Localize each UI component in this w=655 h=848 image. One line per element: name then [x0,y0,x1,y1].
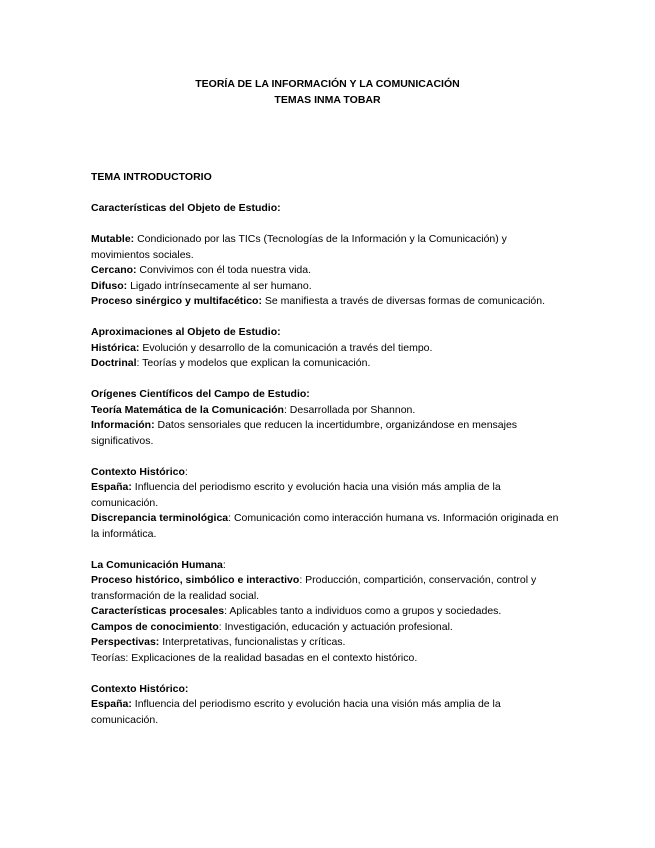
term-label: Teoría Matemática de la Comunicación [91,403,284,416]
section-heading-aproximaciones: Aproximaciones al Objeto de Estudio: [91,326,281,338]
term-text: : Desarrollada por Shannon. [283,403,416,416]
section-heading-contexto-2: Contexto Histórico: [91,682,189,695]
term-label: Campos de conocimiento [91,620,219,633]
term-text: Evolución y desarrollo de la comunicación a través del tiempo. [139,341,433,354]
section-heading-origenes: Orígenes Científicos del Campo de Estudio: [91,388,310,400]
paragraph [91,294,566,310]
section-heading-caracteristicas: Características del Objeto de Estudio: [91,202,281,214]
term-label: Difuso: [91,279,128,292]
term-text: Interpretativas, funcionalistas y críticas. [159,636,346,648]
term-label: Perspectivas: [91,636,160,648]
title-line-2: TEMAS INMA TOBAR [274,93,381,106]
paragraph [91,232,566,263]
term-text: Se manifiesta a través de diversas formas de comunicación. [261,295,546,307]
term-text: Ligado intrínsecamente al ser humano. [127,279,312,292]
section-heading-comunicacion-humana [91,558,566,574]
term-label: Discrepancia terminológica [91,512,229,524]
paragraph [91,356,566,372]
document-title [0,77,655,108]
topic-heading: TEMA INTRODUCTORIO [91,171,212,183]
paragraph: Teorías: Explicaciones de la realidad basadas en el contexto histórico. [91,651,418,664]
term-text: : Producción, compartición, conservación, control y transformación de la realidad social. [91,574,537,602]
paragraph [91,403,566,419]
term-label: Proceso sinérgico y multifacético: [91,295,262,307]
paragraph [91,635,566,651]
heading-text: Contexto Histórico [91,465,185,478]
paragraph [91,604,566,620]
paragraph [91,620,566,636]
term-text: : Comunicación como interacción humana vs. Información originada en la informática. [91,512,559,540]
term-text: : Investigación, educación y actuación profesional. [218,620,453,633]
heading-tail: : [222,558,226,571]
section-heading-contexto [91,465,566,481]
paragraph [91,279,566,295]
title-line-1: TEORÍA DE LA INFORMACIÓN Y LA COMUNICACIÓN [195,78,460,90]
paragraph [91,511,566,542]
paragraph [91,573,566,604]
paragraph [91,418,566,449]
heading-text: La Comunicación Humana [91,558,223,571]
term-text: Influencia del periodismo escrito y evolución hacia una visión más amplia de la comunicación. [91,481,501,509]
document-body [91,170,566,728]
term-text: Influencia del periodismo escrito y evolución hacia una visión más amplia de la comunicación. [91,698,501,726]
heading-tail: : [184,465,188,478]
term-label: Cercano: [91,264,137,276]
paragraph [91,341,566,357]
paragraph [91,480,566,511]
term-label: Doctrinal [91,357,137,369]
term-label: España: [91,481,132,493]
paragraph [91,263,566,279]
term-text: Convivimos con él toda nuestra vida. [136,264,312,276]
term-label: Información: [91,419,155,431]
term-label: Características procesales [91,605,225,617]
term-text: : Teorías y modelos que explican la comunicación. [136,357,371,369]
term-text: Condicionado por las TICs (Tecnologías de la Información y la Comunicación) y movimientos sociales. [91,233,507,261]
term-label: Mutable: [91,233,135,245]
term-text: Datos sensoriales que reducen la incertidumbre, organizándose en mensajes significativos. [91,419,518,447]
paragraph [91,697,566,728]
term-label: Histórica: [91,341,140,354]
term-text: : Aplicables tanto a individuos como a grupos y sociedades. [224,605,502,617]
term-label: Proceso histórico, simbólico e interactivo [91,574,300,586]
term-label: España: [91,698,132,710]
